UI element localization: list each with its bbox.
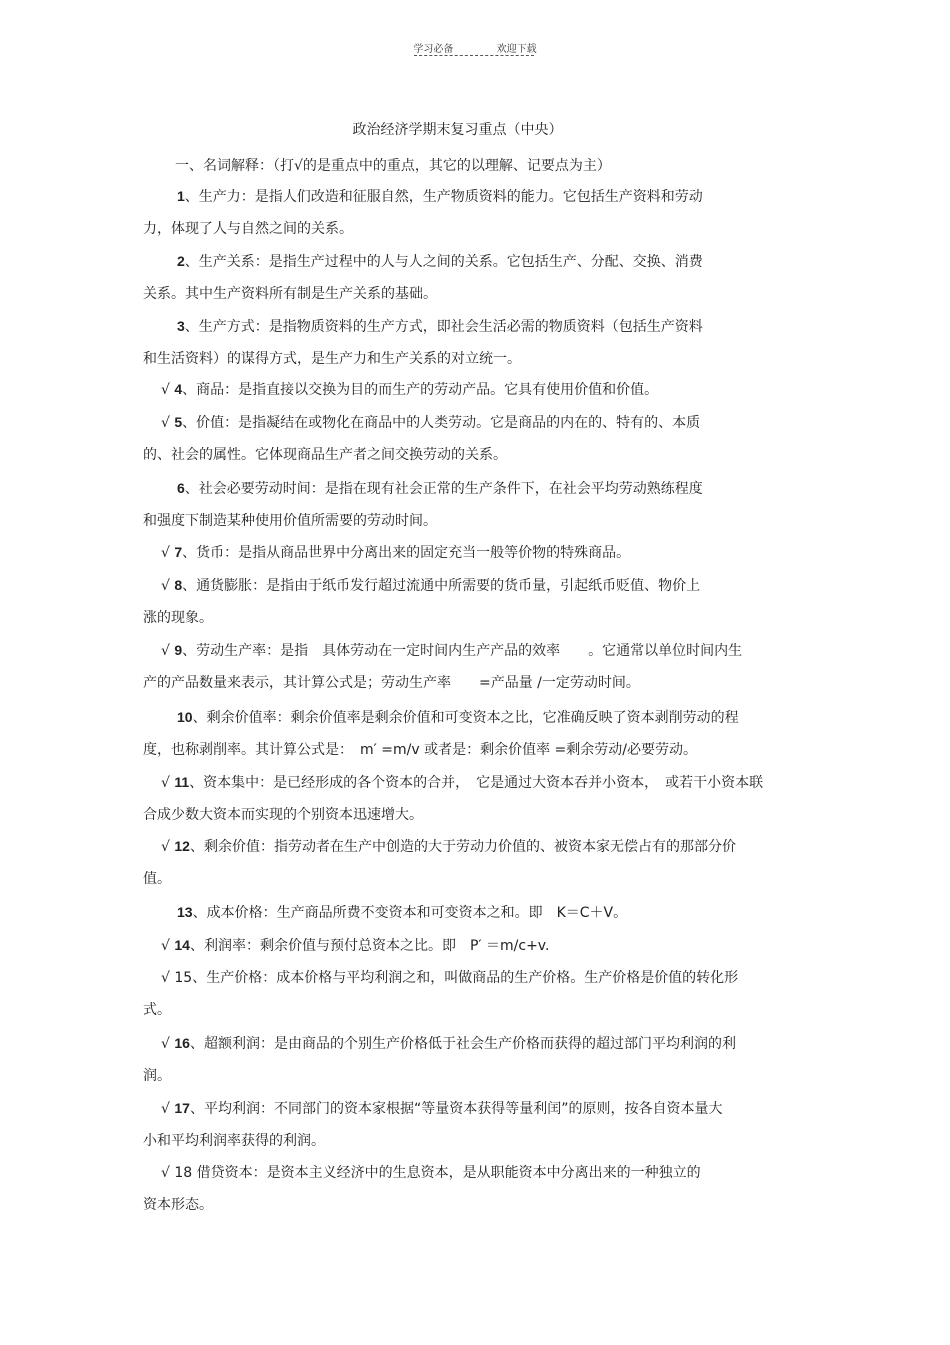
item-first-line <box>143 830 783 863</box>
item-number: 11 <box>174 774 190 790</box>
glossary-item <box>143 962 783 1026</box>
glossary-item <box>143 896 783 929</box>
item-number: 1 <box>177 188 185 204</box>
item-number: 7 <box>174 544 183 560</box>
item-number: 8 <box>174 577 183 593</box>
item-first-line <box>143 634 783 667</box>
checkmark-icon: √ <box>161 938 175 954</box>
item-text-line1: 、生产关系：是指生产过程中的人与人之间的关系。它包括生产、分配、交换、消费 <box>184 254 703 270</box>
item-text-line2: 产的产品数量来表示，其计算公式是；劳动生产率 =产品量 /一定劳动时间。 <box>143 675 640 691</box>
item-first-line <box>143 1027 783 1060</box>
checkmark-icon: √ <box>161 382 175 398</box>
item-number: 5 <box>174 414 183 430</box>
item-number: 16 <box>174 1035 190 1051</box>
item-text-line2: 和生活资料）的谋得方式，是生产力和生产关系的对立统一。 <box>143 351 521 367</box>
item-first-line <box>143 180 783 213</box>
item-text-line1: 、成本价格：生产商品所费不变资本和可变资本之和。即 K＝C＋V。 <box>192 905 628 921</box>
glossary-item <box>143 569 783 634</box>
item-text-line2: 资本形态。 <box>143 1197 213 1213</box>
checkmark-icon: √ <box>161 1036 175 1052</box>
glossary-item <box>143 536 783 569</box>
glossary-item <box>143 929 783 962</box>
item-number: 3 <box>177 318 185 334</box>
item-text-line1: 、劳动生产率：是指 具体劳动在一定时间内生产产品的效率 。它通常以单位时间内生 <box>182 643 743 659</box>
checkmark-icon: √ <box>161 1101 175 1117</box>
item-text-line1: 、生产方式：是指物质资料的生产方式，即社会生活必需的物质资料（包括生产资料 <box>184 319 703 335</box>
glossary-item <box>143 310 783 375</box>
item-text-line1: 、利润率：剩余价值与预付总资本之比。即 P′ ＝m/c+v. <box>189 938 550 954</box>
item-number: 6 <box>177 480 185 496</box>
checkmark-icon: √ <box>161 578 175 594</box>
glossary-item <box>143 1027 783 1092</box>
header-dashed-rule <box>414 55 534 56</box>
checkmark-icon: √ <box>161 643 175 659</box>
item-first-line <box>143 310 783 343</box>
page-header <box>0 40 950 55</box>
item-text-line2: 的、社会的属性。它体现商品生产者之间交换劳动的关系。 <box>143 447 507 463</box>
item-text-line1: 、社会必要劳动时间：是指在现有社会正常的生产条件下，在社会平均劳动熟练程度 <box>184 481 703 497</box>
item-text-line1: 、资本集中：是已经形成的各个资本的合并， 它是通过大资本吞并小资本， 或若干小资本联 <box>189 775 764 791</box>
checkmark-icon: √ <box>161 839 175 855</box>
item-text-line2: 式。 <box>143 1002 171 1018</box>
item-text-line2: 润。 <box>143 1068 171 1084</box>
glossary-item <box>143 766 783 831</box>
item-number: 10 <box>177 709 193 725</box>
item-text-line2: 涨的现象。 <box>143 610 213 626</box>
item-text-line2: 值。 <box>143 871 171 887</box>
item-number: 14 <box>174 937 190 953</box>
header-left-text: 学习必备 <box>413 44 454 55</box>
document-title: 政治经济学期末复习重点（中央） <box>352 122 563 138</box>
item-text-line1: 、超额利润：是由商品的个别生产价格低于社会生产价格而获得的超过部门平均利润的利 <box>189 1036 736 1052</box>
item-text-line1: 、剩余价值：指劳动者在生产中创造的大于劳动力价值的、被资本家无偿占有的那部分价 <box>189 839 736 855</box>
item-text-line1: 、商品：是指直接以交换为目的而生产的劳动产品。它具有使用价值和价值。 <box>182 382 659 398</box>
item-first-line <box>143 1157 783 1189</box>
glossary-item <box>143 830 783 895</box>
item-text-line1: 、生产力：是指人们改造和征服自然，生产物质资料的能力。它包括生产资料和劳动 <box>184 189 703 205</box>
item-first-line <box>143 536 783 569</box>
item-first-line <box>143 929 783 962</box>
item-number: 4 <box>174 381 183 397</box>
glossary-item <box>143 373 783 406</box>
item-text-line1: 、平均利润：不同部门的资本家根据“等量资本获得等量利闰”的原则，按各自资本量大 <box>189 1101 723 1117</box>
item-text-line2: 度，也称剥削率。其计算公式是： m′ =m/v 或者是：剩余价值率 =剩余劳动/必要劳动。 <box>143 742 697 758</box>
checkmark-icon: √ <box>161 545 175 561</box>
item-text-line2: 关系。其中生产资料所有制是生产关系的基础。 <box>143 286 437 302</box>
item-first-line <box>143 373 783 406</box>
item-first-line <box>143 962 783 994</box>
item-text-line2: 和强度下制造某种使用价值所需要的劳动时间。 <box>143 513 437 529</box>
item-number: 12 <box>174 838 190 854</box>
item-first-line <box>143 1092 783 1125</box>
item-text-line1: 、价值：是指凝结在或物化在商品中的人类劳动。它是商品的内在的、特有的、本质 <box>182 415 701 431</box>
item-number: 9 <box>174 642 183 658</box>
item-text-line2: 力，体现了人与自然之间的关系。 <box>143 221 353 237</box>
glossary-item <box>143 634 783 699</box>
glossary-item <box>143 245 783 310</box>
item-first-line <box>143 896 783 929</box>
item-text-line2: 小和平均利润率获得的利润。 <box>143 1133 325 1149</box>
item-first-line <box>143 406 783 439</box>
glossary-item <box>143 406 783 471</box>
item-number: 2 <box>177 253 185 269</box>
item-text-line1: 、通货膨胀：是指由于纸币发行超过流通中所需要的货币量，引起纸币贬值、物价上 <box>182 578 701 594</box>
checkmark-icon: √ <box>161 775 175 791</box>
checkmark-icon: √ <box>161 415 175 431</box>
item-number: 17 <box>174 1100 190 1116</box>
glossary-item <box>143 1157 783 1221</box>
glossary-item <box>143 701 783 766</box>
item-number: 13 <box>177 904 193 920</box>
item-first-line <box>143 245 783 278</box>
glossary-item <box>143 472 783 537</box>
section-heading: 一、名词解释：（打√的是重点中的重点，其它的以理解、记要点为主） <box>175 158 611 174</box>
glossary-item <box>143 180 783 245</box>
item-text-line1: 15、生产价格：成本价格与平均利润之和，叫做商品的生产价格。生产价格是价值的转化形 <box>174 970 739 986</box>
glossary-item <box>143 1092 783 1157</box>
checkmark-icon: √ <box>161 1165 175 1181</box>
item-text-line1: 、货币：是指从商品世界中分离出来的固定充当一般等价物的特殊商品。 <box>182 545 631 561</box>
item-text-line2: 合成少数大资本而实现的个别资本迅速增大。 <box>143 807 423 823</box>
item-text-line1: 18 借贷资本：是资本主义经济中的生息资本，是从职能资本中分离出来的一种独立的 <box>174 1165 701 1181</box>
header-right-text: 欢迎下载 <box>496 44 537 55</box>
item-first-line <box>143 569 783 602</box>
item-first-line <box>143 472 783 505</box>
checkmark-icon: √ <box>161 970 175 986</box>
item-text-line1: 、剩余价值率：剩余价值率是剩余价值和可变资本之比，它准确反映了资本剥削劳动的程 <box>192 710 739 726</box>
item-first-line <box>143 701 783 734</box>
item-first-line <box>143 766 783 799</box>
